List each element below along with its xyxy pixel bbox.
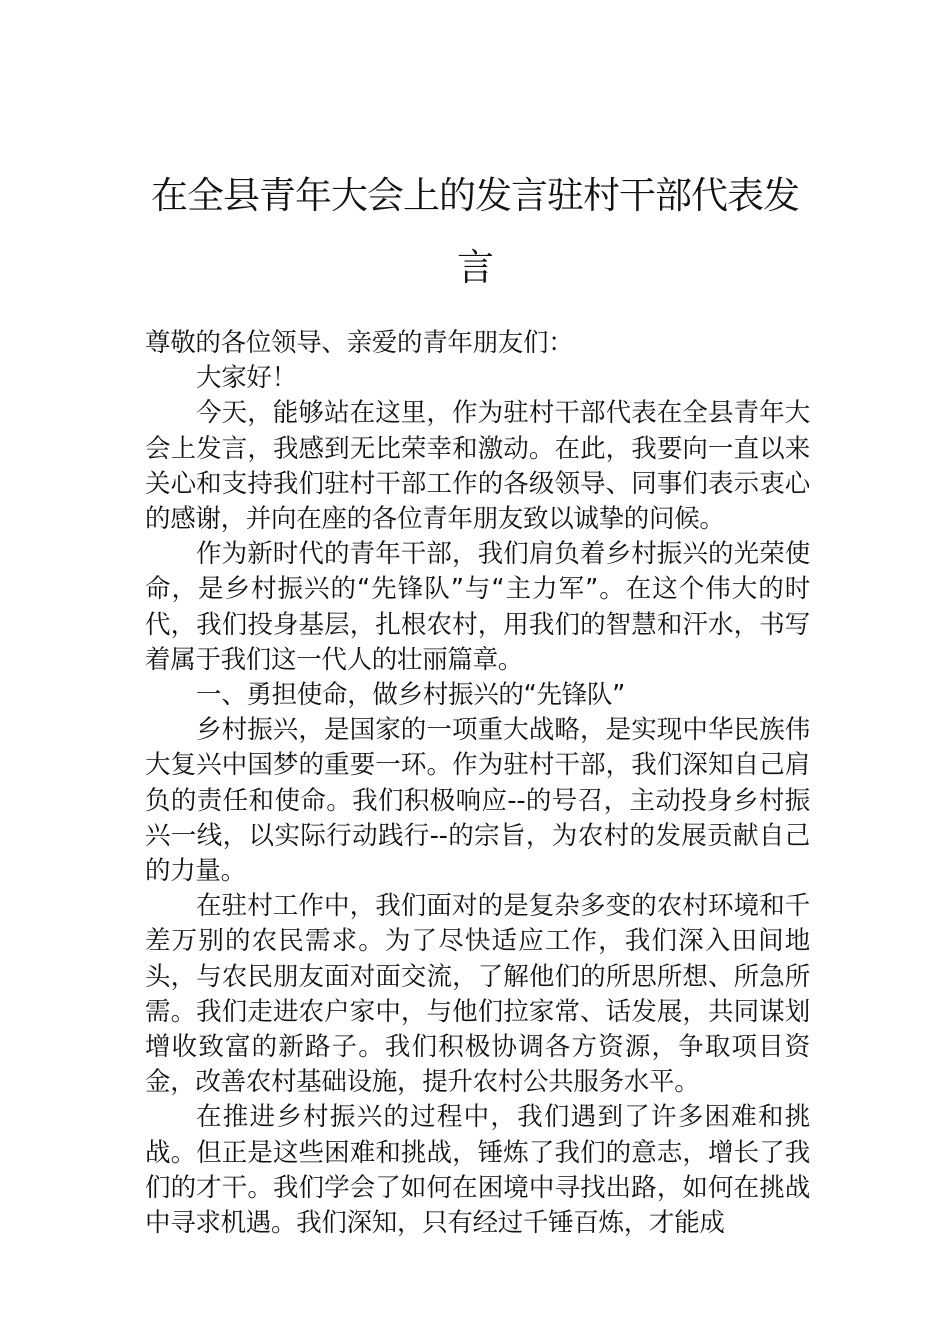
body-paragraph: 今天，能够站在这里，作为驻村干部代表在全县青年大会上发言，我感到无比荣幸和激动。在此，我要向一直以来关心和支持我们驻村干部工作的各级领导、同事们表示衷心的感谢，并向在座的各位青年朋友致以诚挚的问候。 xyxy=(145,398,810,535)
body-paragraph: 在推进乡村振兴的过程中，我们遇到了许多困难和挑战。但正是这些困难和挑战，锤炼了我们的意志，增长了我们的才干。我们学会了如何在困境中寻找出路，如何在挑战中寻求机遇。我们深知，只有经过千锤百炼，才能成 xyxy=(145,1102,810,1239)
document-body xyxy=(145,326,810,1241)
greeting-paragraph: 大家好！ xyxy=(196,363,297,394)
document-title: 在全县青年大会上的发言驻村干部代表发言 xyxy=(151,174,799,289)
salutation-paragraph: 尊敬的各位领导、亲爱的青年朋友们： xyxy=(145,328,574,358)
body-paragraph: 在驻村工作中，我们面对的是复杂多变的农村环境和千差万别的农民需求。为了尽快适应工作，我们深入田间地头，与农民朋友面对面交流，了解他们的所思所想、所急所需。我们走进农户家中，与他们拉家常、话发展，共同谋划增收致富的新路子。我们积极协调各方资源，争取项目资金，改善农村基础设施，提升农村公共服务水平。 xyxy=(145,891,810,1098)
body-paragraph: 作为新时代的青年干部，我们肩负着乡村振兴的光荣使命，是乡村振兴的“先锋队”与“主力军”。在这个伟大的时代，我们投身基层，扎根农村，用我们的智慧和汗水，书写着属于我们这一代人的壮丽篇章。 xyxy=(145,539,810,675)
body-paragraph: 乡村振兴，是国家的一项重大战略，是实现中华民族伟大复兴中国梦的重要一环。作为驻村干部，我们深知自己肩负的责任和使命。我们积极响应--的号召，主动投身乡村振兴一线，以实际行动践行--的宗旨，为农村的发展贡献自己的力量。 xyxy=(145,715,810,887)
section-heading: 一、勇担使命，做乡村振兴的“先锋队” xyxy=(196,680,626,711)
